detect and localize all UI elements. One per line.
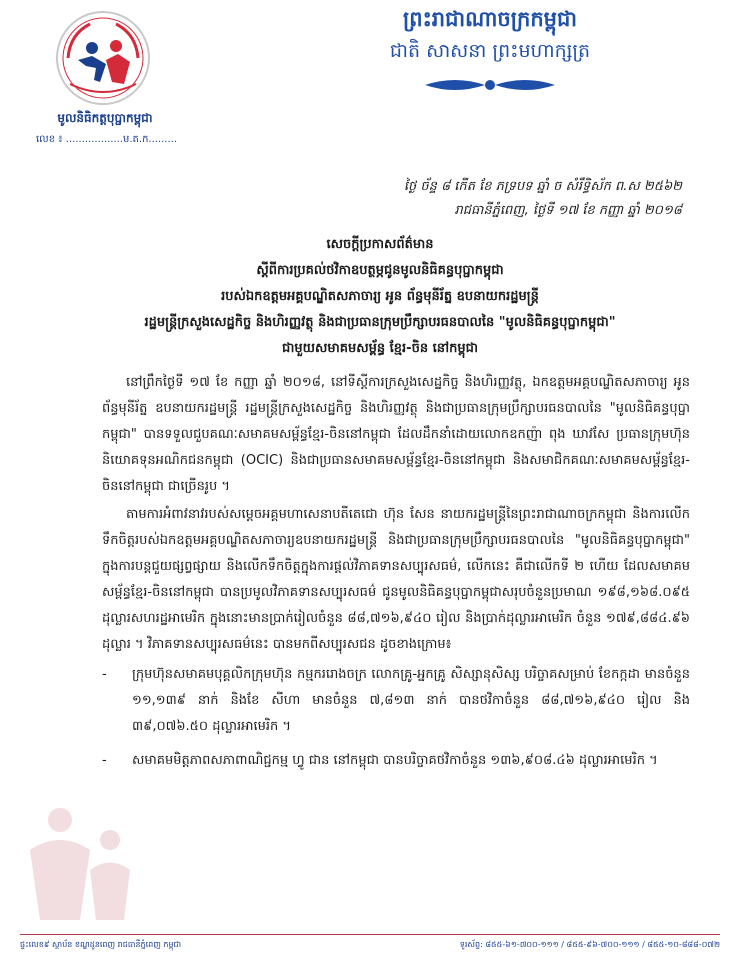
reference-number-line: លេខ ៖ ..................ម.ត.ក......... [36,134,178,145]
press-release-title [70,232,690,362]
title-line-3: របស់ឯកឧត្តមអគ្គបណ្ឌិតសភាចារ្យ អូន ព័ន្ធមុនីរ័ត្ន ឧបនាយករដ្ឋមន្ត្រី [221,289,539,304]
kingdom-title: ព្រះរាជាណាចក្រកម្ពុជា [402,6,577,31]
organization-name: មូលនិធិកត្តបុប្ផាកម្ពុជា [57,111,153,125]
bullet-text-2: សមាគមមិត្តភាពសភាពាណិជ្ជកម្ម ហ្វូ ជាន នៅកម្ពុជា បានបរិច្ចាគថវិកាចំនួន ១៣៦,៩០៨.៤៦ ដុល្លារអាមេរិក ។ [132,753,658,768]
paragraph-1: នៅព្រឹកថ្ងៃទី ១៧ ខែ កញ្ញា ឆ្នាំ ២០១៨, នៅទីស្តីការក្រសួងសេដ្ឋកិច្ច និងហិរញ្ញវត្ថុ, ឯកឧត្តមអគ្គបណ្ឌិតសភាចារ្យ អូន ព័ន្ធមុនីរ័ត្ន ឧបនាយករដ្ឋមន្ត្រី រដ្ឋមន្ត្រីក្រសួងសេដ្ឋកិច្ច និងហិរញ្ញវត្ថុ និងជាប្រធានក្រុមប្រឹក្សាបរធនបាលនៃ "មូលនិធិគន្ធបុប្ផាកម្ពុជា" បានទទួលជួបគណៈសមាគមសម្ព័ន្ធខ្មែរ-ចិននៅកម្ពុជា ដែលដឹកនាំដោយលោកឧកញ៉ា ពុង ឃាវសែ ប្រធានក្រុមហ៊ុននិយោគទុនអណិកជនកម្ពុជា (OCIC) និងជាប្រធានសមាគមសម្ព័ន្ធខ្មែរ-ចិននៅកម្ពុជា និងសមាជិកគណៈសមាគមសម្ព័ន្ធខ្មែរ-ចិននៅកម្ពុជា ជាច្រើនរូប ។ [102,375,690,494]
date-block [404,175,682,223]
bullet-dash: - [102,753,107,768]
footer-contact-bar [20,934,720,955]
ornament-divider-icon [415,73,565,97]
footer-address: ផ្ទះលេខ៩ ស្ថាប័ន ខណ្ឌដូនពេញ រាជធានីភ្នំពេញ កម្ពុជា [20,940,182,949]
lunar-date: ថ្ងៃ ច័ន្ទ ៨ កើត ខែ ភទ្របទ ឆ្នាំ ច សំរឹទ្ធិស័ក ព.ស ២៥៦២ [403,179,682,194]
title-line-1: សេចក្តីប្រកាសព័ត៌មាន [326,237,434,252]
letterhead-left [30,8,180,147]
bullet-text-1: ក្រុមហ៊ុនសមាគមបុគ្គលិកក្រុមហ៊ុន កម្មកររោងចក្រ លោកគ្រូ-អ្នកគ្រូ សិស្សានុសិស្ស បរិច្ចាគសម្រាប់ ខែកក្កដា មានចំនួន ១១,១៣៩ នាក់ និងខែ សីហា មានចំនួន ៧,៨១៣ នាក់ បានថវិកាចំនួន ៨៨,៧១៦,៩៤០ រៀល និង ៣៩,០៧៦.៥០ ដុល្លារអាមេរិក ។ [132,667,690,734]
foundation-logo-icon [48,8,158,108]
list-item [102,662,690,740]
solar-date: រាជធានីភ្នំពេញ, ថ្ងៃទី ១៧ ខែ កញ្ញា ឆ្នាំ ២០១៨ [454,203,682,218]
donor-list [102,662,690,774]
kingdom-motto [290,6,690,97]
title-line-5: ជាមួយសមាគមសម្ព័ន្ធ ខ្មែរ-ចិន នៅកម្ពុជា [282,341,478,356]
bullet-dash: - [102,667,107,682]
footer-phones: ទូរស័ព្ទ: ៨៥៥-៦១-៧០០-១១១ / ៨៥៥-៩៦-៧០០-១១១ / ៨៥៥-១០-៨៨៨-០៧២ [459,940,720,949]
watermark-figure-icon [0,790,160,930]
list-item [102,748,690,774]
title-line-2: ស្តីពីការប្រគល់ថវិកាឧបត្ថម្ភជូនមូលនិធិគន្ធបុប្ផាកម្ពុជា [256,263,504,278]
paragraph-2: តាមការអំពាវនាវរបស់សម្តេចអគ្គមហាសេនាបតីតេជោ ហ៊ុន សែន នាយករដ្ឋមន្ត្រីនៃព្រះរាជាណាចក្រកម្ពុជា និងការលើកទឹកចិត្តរបស់ឯកឧត្តមអគ្គបណ្ឌិតសភាចារ្យឧបនាយករដ្ឋមន្ត្រី និងជាប្រធានក្រុមប្រឹក្សាបរធនបាលនៃ "មូលនិធិគន្ធបុប្ផាកម្ពុជា" ក្នុងការបន្តជួយផ្សព្វផ្សាយ និងលើកទឹកចិត្តក្នុងការផ្តល់វិភាគទានសប្បុរសធម៌, លើកនេះ គឺជាលើកទី ២ ហើយ ដែលសមាគមសម្ព័ន្ធខ្មែរ-ចិននៅកម្ពុជា បានប្រមូលវិភាគទានសប្បុរសធម៌ ជូនមូលនិធិគន្ធបុប្ផាកម្ពុជាសរុបចំនួនប្រមាណ ១៩៨,១៦៨.០៩៥ ដុល្លារសហរដ្ឋអាមេរិក ក្នុងនោះមានប្រាក់រៀលចំនួន ៨៨,៧១៦,៩៤០ រៀល និងប្រាក់ដុល្លារអាមេរិក ចំនួន ១៧៩,៨៨៤.៩៦ ដុល្លារ ។ វិភាគទានសប្បុរសធម៌នេះ បានមកពីសប្បុរសជន ដូចខាងក្រោម៖ [102,507,690,652]
nation-religion-king: ជាតិ សាសនា ព្រះមហាក្សត្រ [389,40,591,62]
title-line-4: រដ្ឋមន្ត្រីក្រសួងសេដ្ឋកិច្ច និងហិរញ្ញវត្ថុ និងជាប្រធានក្រុមប្រឹក្សាបរធនបាលនៃ "មូលនិធិគន្ធបុប្ផាកម្ពុជា" [144,315,616,330]
press-release-body [102,370,690,782]
